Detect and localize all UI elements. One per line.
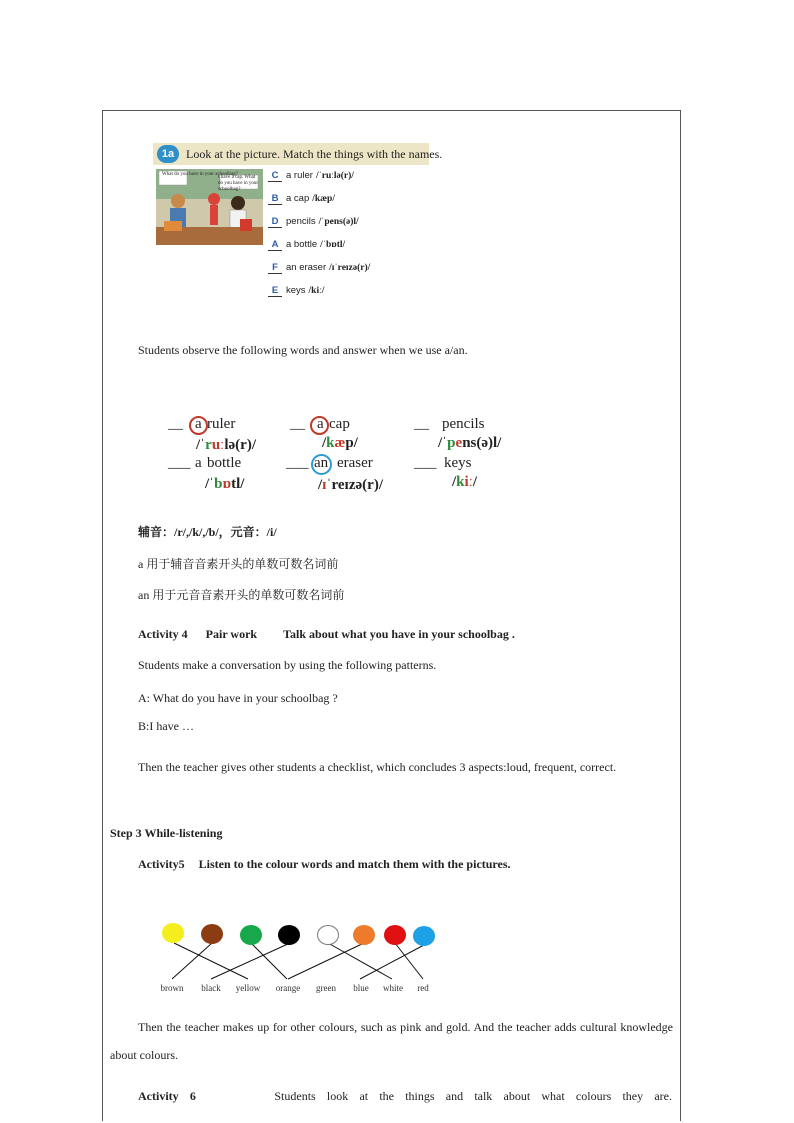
activity4-heading: Activity 4 Pair work Talk about what you have in your schoolbag . (138, 627, 515, 641)
activity6-line: Activity 6 Students look at the things and talk about what colours they are. (138, 1089, 672, 1103)
step3-heading: Step 3 While-listening (110, 826, 223, 840)
blank-line: __ (168, 416, 183, 432)
article-a: a (317, 416, 324, 432)
colour-dot-green (240, 925, 262, 945)
speech-bubble-right: I have a cap. What do you have in your schoolbag? (218, 175, 258, 192)
rule-a: a 用于辅音音素开头的单数可数名词前 (138, 557, 339, 571)
blank-line: __ (290, 416, 305, 432)
colour-label: orange (275, 983, 301, 993)
exercise-item: B a cap /kæp/ (268, 193, 335, 205)
blank-line: ___ (168, 455, 191, 471)
colour-dot-black (278, 925, 300, 945)
colour-label: red (417, 983, 429, 993)
activity5-heading: Activity5 Listen to the colour words and match them with the pictures. (138, 857, 511, 871)
blank-line: ___ (286, 455, 309, 471)
phonetic-cap: /kæp/ (322, 435, 358, 451)
colour-dot-orange (353, 925, 375, 945)
colour-label: brown (160, 983, 184, 993)
exercise-badge: 1a (157, 145, 179, 163)
word-bottle: bottle (207, 455, 242, 471)
blank-line: ___ (414, 455, 437, 471)
checklist-paragraph: Then the teacher gives other students a checklist, which concludes 3 aspects:loud, frequent, correct. (138, 760, 617, 774)
phonetics-note: 辅音：/r/,/k/,/b/，元音：/i/ (138, 525, 277, 539)
colour-label: white (383, 983, 403, 993)
phonetic-eraser: /ɪˈreɪzə(r)/ (318, 477, 383, 493)
exercise-item: C a ruler /ˈruːlə(r)/ (268, 170, 354, 182)
blank-line: __ (414, 416, 429, 432)
exercise-item: F an eraser /ɪˈreɪzə(r)/ (268, 262, 370, 274)
exercise-item: D pencils /ˈpens(ə)l/ (268, 216, 359, 228)
colour-dot-white (317, 925, 339, 945)
colour-dot-yellow (162, 923, 184, 943)
intro-text: Students observe the following words and answer when we use a/an. (138, 343, 468, 357)
matching-lines (150, 915, 450, 985)
phonetic-pencils: /ˈpens(ə)l/ (438, 435, 502, 451)
dialogue-a: A: What do you have in your schoolbag ? (138, 691, 338, 705)
word-keys: keys (444, 455, 472, 471)
phonetic-ruler: /ˈruːlə(r)/ (196, 437, 256, 453)
colour-label: yellow (235, 983, 261, 993)
word-pencils: pencils (442, 416, 485, 432)
article-an: an (314, 455, 329, 471)
activity4-instruction: Students make a conversation by using the following patterns. (138, 658, 437, 672)
speech-bubble-left: What do you have in your schoolbag? (162, 172, 238, 177)
exercise-item: E keys /kiː/ (268, 285, 324, 297)
colour-dot-red (384, 925, 406, 945)
word-ruler: ruler (207, 416, 236, 432)
word-eraser: eraser (337, 455, 373, 471)
colour-dot-brown (201, 924, 223, 944)
article-a: a (195, 455, 202, 471)
colour-dot-blue (413, 926, 435, 946)
phonetic-bottle: /ˈbɒtl/ (205, 476, 245, 492)
colour-label: blue (353, 983, 369, 993)
highlight-circle (311, 454, 332, 475)
highlight-circle (189, 416, 208, 435)
exercise-title: Look at the picture. Match the things with the names. (186, 147, 443, 161)
colour-label: black (201, 983, 221, 993)
rule-an: an 用于元音音素开头的单数可数名词前 (138, 588, 345, 602)
colour-label: green (316, 983, 336, 993)
word-cap: cap (329, 416, 350, 432)
phonetic-keys: /kiː/ (452, 474, 478, 490)
article-a: a (195, 416, 202, 432)
exercise-item: A a bottle /ˈbɒtl/ (268, 239, 345, 251)
highlight-circle (310, 416, 329, 435)
colour-culture-paragraph: Then the teacher makes up for other colours, such as pink and gold. And the teacher adds cultural knowledge about colours. (110, 1020, 673, 1062)
dialogue-b: B:I have … (138, 719, 194, 733)
